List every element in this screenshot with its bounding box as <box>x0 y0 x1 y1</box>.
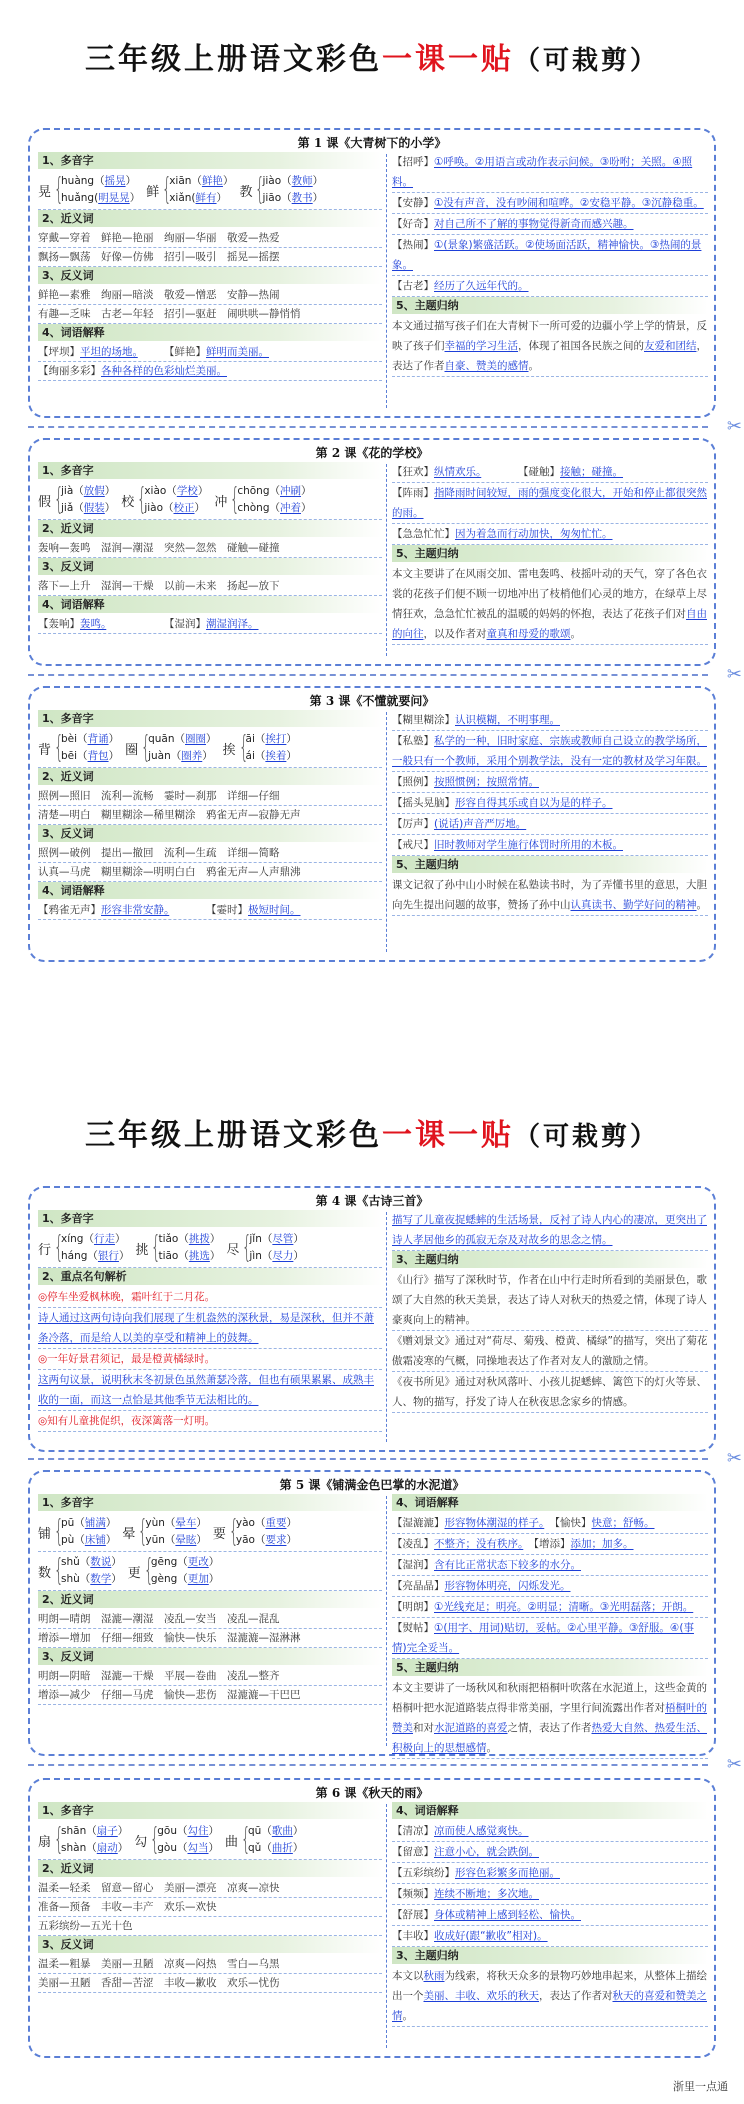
cut-line <box>28 426 708 428</box>
word-row: 温柔—粗暴 美丽—丑陋 凉爽—闷热 雪白—乌黑 <box>38 1955 382 1974</box>
section-heading: 1、多音字 <box>38 1494 382 1511</box>
section-heading: 2、近义词 <box>38 210 382 227</box>
definition-row: 【急急忙忙】因为着急而行动加快，匆匆忙忙。 <box>392 524 708 545</box>
theme-paragraph: 《夜书所见》通过对秋风落叶、小孩儿捉蟋蟀、篱笆下的灯火等景、人、物的描写，抒发了诗人在秋夜思念家乡的情感。 <box>392 1372 708 1413</box>
definition-row: 【明朗】①光线充足；明亮。②明显；清晰。③光明磊落；开朗。 <box>392 1597 708 1618</box>
lesson-title: 第 3 课《不懂就要问》 <box>309 694 435 708</box>
key-sentence: ◎停车坐爱枫林晚，霜叶红于二月花。 <box>38 1287 382 1308</box>
definition-row: 【摇头晃脑】形容自得其乐或自以为是的样子。 <box>392 793 708 814</box>
polyphone-group: 扇 { shān（扇子） shàn（扇动） 勾 { gōu（勾住） gòu（勾当） 曲 { qū（歌曲） qǔ（曲折） <box>38 1821 382 1860</box>
lesson-title: 第 5 课《铺满金色巴掌的水泥道》 <box>279 1478 465 1492</box>
theme-paragraph: 本文以秋雨为线索，将秋天众多的景物巧妙地串起来，从整体上描绘出一个美丽、丰收、欢乐的秋天，表达了作者对秋天的喜爱和赞美之情。 <box>392 1966 708 2027</box>
word-row: 增添—减少 仔细—马虎 愉快—悲伤 湿漉漉—干巴巴 <box>38 1686 382 1705</box>
lesson-card-4 <box>28 1186 716 1452</box>
lesson-card-6 <box>28 1778 716 2058</box>
scissors-icon: ✂ <box>726 416 742 437</box>
definition-row: 【狂欢】纵情欢乐。 【碰触】接触；碰撞。 <box>392 462 708 483</box>
definition-row: 【糊里糊涂】认识模糊，不明事理。 <box>392 710 708 731</box>
section-heading: 5、主题归纳 <box>392 856 708 873</box>
word-row: 温柔—轻柔 留意—留心 美丽—漂亮 凉爽—凉快 <box>38 1879 382 1898</box>
section-heading: 1、多音字 <box>38 1210 382 1227</box>
section-heading: 2、近义词 <box>38 1591 382 1608</box>
theme-paragraph: 《山行》描写了深秋时节，作者在山中行走时所看到的美丽景色，歌颂了大自然的秋天美景，表达了诗人对秋天的热爱之情，体现了诗人豪爽向上的精神。 <box>392 1270 708 1331</box>
definition-row: 【清凉】凉而使人感觉爽快。 <box>392 1821 708 1842</box>
word-row: 五彩缤纷—五光十色 <box>38 1917 382 1936</box>
lesson-title: 第 1 课《大青树下的小学》 <box>297 136 447 150</box>
section-heading: 4、词语解释 <box>38 882 382 899</box>
page-title: 三年级上册语文彩色一课一贴（可栽剪） <box>84 42 659 77</box>
polyphone-group: 假 { jià（放假） jiǎ（假装） 校 { xiào（学校） jiào（校正） 冲 { chōng（冲刷） chòng（冲着） <box>38 481 382 520</box>
cut-line <box>28 674 708 676</box>
word-row: 准备—预备 丰收—丰产 欢乐—欢快 <box>38 1898 382 1917</box>
word-row: 飘扬—飘荡 好像—仿佛 招引—吸引 摇晃—摇摆 <box>38 248 382 267</box>
section-heading: 3、主题归纳 <box>392 1947 708 1964</box>
definition-row: 【湿漉漉】形容物体潮湿的样子。 【愉快】快意；舒畅。 <box>392 1513 708 1534</box>
section-heading: 4、词语解释 <box>38 596 382 613</box>
polyphone-group: 数 { shǔ（数说） shù（数学） 更 { gēng（更改） gèng（更加） <box>38 1552 382 1591</box>
theme-paragraph: 本文主要讲了在风雨交加、雷电轰鸣、枝摇叶动的天气，穿了各色衣裳的花孩子们便不顾一切地冲出了枝梢他们心灵的地方，在绿草上尽情狂欢，急急忙忙被乱的温暖的妈妈的怀抱，表达了花孩子们对自由的向往，以及作者对童真和母爱的歌颂。 <box>392 564 708 645</box>
section-heading: 3、反义词 <box>38 1648 382 1665</box>
scissors-icon: ✂ <box>726 1448 742 1469</box>
definition-row: 【熨帖】①(用字、用词)贴切，妥帖。②心里平静。③舒服。④(事情)完全妥当。 <box>392 1618 708 1659</box>
key-sentence: ◎知有儿童挑促织，夜深篱落一灯明。 <box>38 1411 382 1432</box>
section-heading: 2、近义词 <box>38 768 382 785</box>
section-heading: 4、词语解释 <box>392 1802 708 1819</box>
definition-row: 【频频】连续不断地；多次地。 <box>392 1884 708 1905</box>
word-row: 明朗—晴朗 湿漉—潮湿 凌乱—安当 凌乱—混乱 <box>38 1610 382 1629</box>
definition-row: 【舒展】身体或精神上感到轻松、愉快。 <box>392 1905 708 1926</box>
section-heading: 4、词语解释 <box>38 324 382 341</box>
cut-line <box>28 1764 708 1766</box>
word-row: 认真—马虎 糊里糊涂—明明白白 鸦雀无声—人声鼎沸 <box>38 863 382 882</box>
section-heading: 5、主题归纳 <box>392 297 708 314</box>
word-row: 照例—照旧 流利—流畅 霎时—刹那 详细—仔细 <box>38 787 382 806</box>
definition-row: 【招呼】①呼唤。②用语言或动作表示问候。③吩咐；关照。④照料。 <box>392 152 708 193</box>
polyphone-group: 背 { bèi（背诵） bēi（背包） 圈 { quān（圈圈） juàn（圈养） 挨 { āi（挨打） ái（挨着） <box>38 729 382 768</box>
definition-row: 【私塾】私学的一种，旧时家庭、宗族或教师自己设立的教学场所，一般只有一个教师，采用个别教学法，没有一定的教材及学习年限。 <box>392 731 708 772</box>
word-row: 轰响—轰鸣 湿润—潮湿 突然—忽然 碰触—碰撞 <box>38 539 382 558</box>
page-title: 三年级上册语文彩色一课一贴（可栽剪） <box>84 1118 659 1153</box>
section-heading: 2、重点名句解析 <box>38 1268 382 1285</box>
section-heading: 3、反义词 <box>38 558 382 575</box>
scissors-icon: ✂ <box>726 1754 742 1775</box>
word-row: 清楚—明白 糊里糊涂—稀里糊涂 鸦雀无声—寂静无声 <box>38 806 382 825</box>
word-row: 照例—破例 提出—撤回 流利—生疏 详细—简略 <box>38 844 382 863</box>
definition-row: 【鸦雀无声】形容非常安静。 【霎时】极短时间。 <box>38 901 382 920</box>
lesson-card-5 <box>28 1470 716 1756</box>
theme-paragraph: 《赠刘景文》通过对“荷尽、菊残、橙黄、橘绿”的描写，突出了菊花傲霜凌寒的气概，同操地表达了作者对友人的激励之情。 <box>392 1331 708 1372</box>
lesson-title: 第 4 课《古诗三首》 <box>315 1194 429 1208</box>
definition-row: 【安静】①没有声音，没有吵闹和喧哗。②安稳平静。③沉静稳重。 <box>392 193 708 214</box>
definition-row: 【热闹】①(景象)繁盛活跃。②使场面活跃，精神愉快。③热闹的景象。 <box>392 235 708 276</box>
polyphone-group: 行 { xíng（行走） háng（银行） 挑 { tiǎo（挑拨） tiāo（挑选） 尽 { jǐn（尽管） jìn（尽力） <box>38 1229 382 1268</box>
theme-paragraph: 课文记叙了孙中山小时候在私塾读书时，为了弄懂书里的意思，大胆向先生提出问题的故事，赞扬了孙中山认真读书、勤学好问的精神。 <box>392 875 708 916</box>
section-heading: 5、主题归纳 <box>392 545 708 562</box>
word-row: 穿戴—穿着 鲜艳—艳丽 绚丽—华丽 敬爱—热爱 <box>38 229 382 248</box>
definition-row: 【厉声】(说话)声音严厉地。 <box>392 814 708 835</box>
definition-row: 【绚丽多彩】各种各样的色彩灿烂美丽。 <box>38 362 382 381</box>
key-analysis: 诗人通过这两句诗向我们展现了生机盎然的深秋景，易是深秋，但并不萧条冷落，而是给人以美的享受和精神上的鼓舞。 <box>38 1308 382 1349</box>
lesson-card-3 <box>28 686 716 962</box>
definition-row: 【轰响】轰鸣。 【湿润】潮湿润泽。 <box>38 615 382 634</box>
definition-row: 【戒尺】旧时教师对学生施行体罚时所用的木板。 <box>392 835 708 856</box>
theme-paragraph: 本文主要讲了一场秋风和秋雨把梧桐叶吹落在水泥道上，这些金黄的梧桐叶把水泥道路装点得非常美丽，字里行间流露出作者对梧桐叶的赞美和对水泥道路的喜爱之情，表达了作者热爱大自然、热爱生活、积极向上的思想感情。 <box>392 1678 708 1759</box>
lesson-title: 第 6 课《秋天的雨》 <box>315 1786 429 1800</box>
word-row: 美丽—丑陋 香甜—苦涩 丰收—歉收 欢乐—忧伤 <box>38 1974 382 1993</box>
word-row: 增添—增加 仔细—细致 愉快—快乐 湿漉漉—湿淋淋 <box>38 1629 382 1648</box>
definition-row: 【古老】经历了久远年代的。 <box>392 276 708 297</box>
lesson-card-1 <box>28 128 716 418</box>
section-heading: 5、主题归纳 <box>392 1659 708 1676</box>
lesson-title: 第 2 课《花的学校》 <box>315 446 429 460</box>
definition-row: 【亮晶晶】形容物体明亮，闪烁发光。 <box>392 1576 708 1597</box>
section-heading: 3、反义词 <box>38 267 382 284</box>
key-analysis: 这两句议景，说明秋末冬初景色虽然萧瑟冷落，但也有硕果累累、成熟丰收的一面，而这一点恰是其他季节无法相比的。 <box>38 1370 382 1411</box>
word-row: 有趣—乏味 古老—年轻 招引—驱赶 闹哄哄—静悄悄 <box>38 305 382 324</box>
section-heading: 2、近义词 <box>38 1860 382 1877</box>
definition-row: 【五彩缤纷】形容色彩繁多而艳丽。 <box>392 1863 708 1884</box>
footer-watermark: 浙里一点通 <box>673 2080 728 2093</box>
theme-paragraph: 本文通过描写孩子们在大青树下一所可爱的边疆小学上学的情景，反映了孩子们幸福的学习生活，体现了祖国各民族之间的友爱和团结，表达了作者自豪、赞美的感情。 <box>392 316 708 377</box>
key-analysis: 描写了儿童夜捉蟋蟀的生活场景，反衬了诗人内心的凄凉，更突出了诗人孝居他乡的孤寂无奈及对故乡的思念之情。 <box>392 1210 708 1251</box>
definition-row: 【留意】注意小心，就会跌倒。 <box>392 1842 708 1863</box>
word-row: 明朗—阴暗 湿漉—干燥 平展—卷曲 凌乱—整齐 <box>38 1667 382 1686</box>
cut-line <box>28 1458 708 1460</box>
definition-row: 【凌乱】不整齐；没有秩序。 【增添】添加；加多。 <box>392 1534 708 1555</box>
key-sentence: ◎一年好景君须记，最是橙黄橘绿时。 <box>38 1349 382 1370</box>
word-row: 鲜艳—素雅 绚丽—暗淡 敬爱—憎恶 安静—热闹 <box>38 286 382 305</box>
scissors-icon: ✂ <box>726 664 742 685</box>
section-heading: 1、多音字 <box>38 462 382 479</box>
definition-row: 【丰收】收成好(跟“歉收”相对)。 <box>392 1926 708 1947</box>
definition-row: 【阵雨】指降雨时间较短，雨的强度变化很大，开始和停止都很突然的雨。 <box>392 483 708 524</box>
section-heading: 3、反义词 <box>38 825 382 842</box>
definition-row: 【照例】按照惯例；按照常情。 <box>392 772 708 793</box>
definition-row: 【好奇】对自己所不了解的事物觉得新奇而感兴趣。 <box>392 214 708 235</box>
section-heading: 1、多音字 <box>38 1802 382 1819</box>
definition-row: 【湿润】含有比正常状态下较多的水分。 <box>392 1555 708 1576</box>
section-heading: 3、主题归纳 <box>392 1251 708 1268</box>
section-heading: 3、反义词 <box>38 1936 382 1953</box>
section-heading: 1、多音字 <box>38 710 382 727</box>
polyphone-group: 晃 { huàng（摇晃） huǎng(明晃晃） 鲜 { xiān（鲜艳） xiǎn(鲜有） 教 { jiào（教师） jiāo（教书） <box>38 171 382 210</box>
section-heading: 2、近义词 <box>38 520 382 537</box>
definition-row: 【坪坝】平坦的场地。 【鲜艳】鲜明而美丽。 <box>38 343 382 362</box>
word-row: 落下—上升 湿润—干燥 以前—未来 扬起—放下 <box>38 577 382 596</box>
section-heading: 1、多音字 <box>38 152 382 169</box>
lesson-card-2 <box>28 438 716 666</box>
polyphone-group: 铺 { pū（铺满） pù（床铺） 晕 { yùn（晕车） yūn（晕眩） 要 { yào（重要） yāo（要求） <box>38 1513 382 1552</box>
section-heading: 4、词语解释 <box>392 1494 708 1511</box>
